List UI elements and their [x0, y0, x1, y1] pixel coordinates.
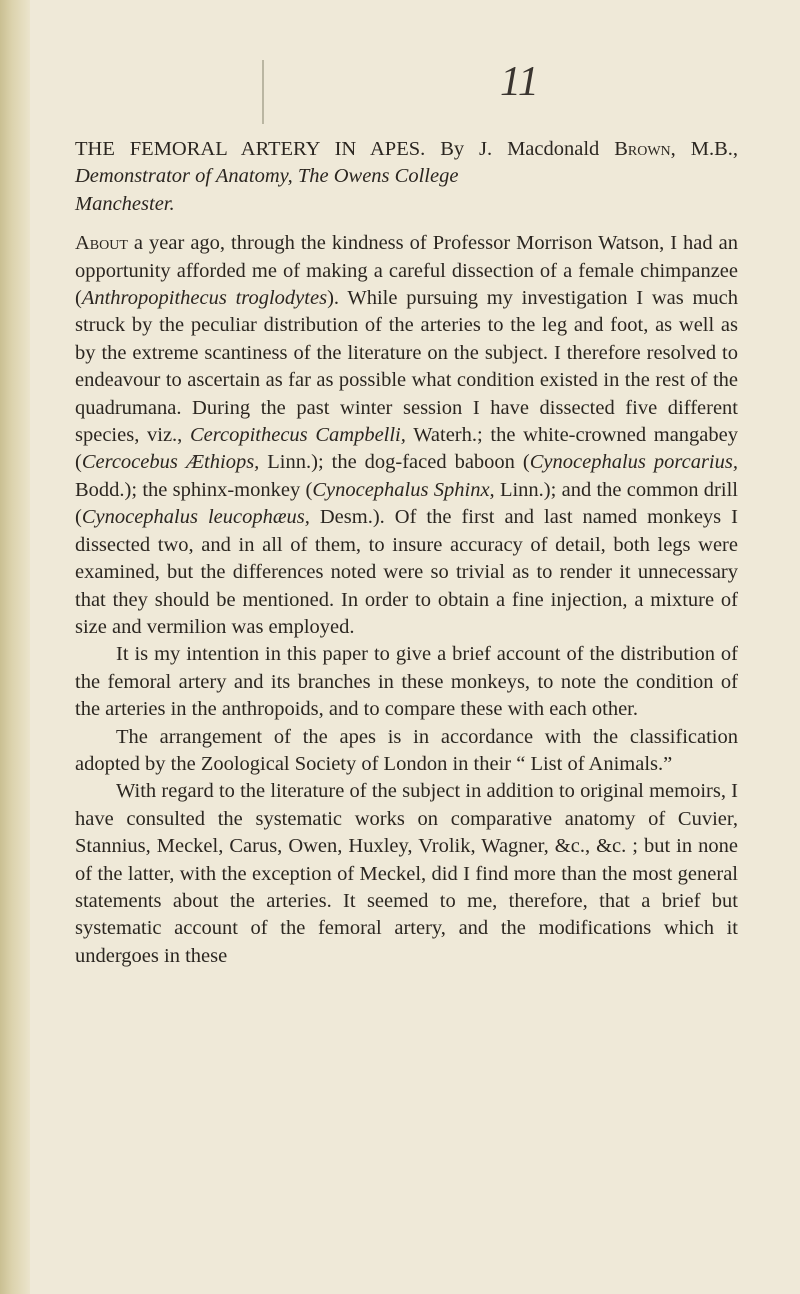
species-name: Cynocephalus leucophæus, [81, 506, 310, 529]
text-segment: Linn.); the dog-faced baboon ( [259, 451, 530, 474]
paragraph-4: With regard to the literature of the subject in addition to original memoirs, I have consulted the systematic works on comparative anatomy of Cuvier, Stannius, Meckel, Carus, Owen, Huxley, Vrolik, Wagner, &c., &c. ; but in none of the latter, with the exception of Meckel, did I find more than the most general statements about the arteries. It seemed to me, therefore, that a brief but systematic account of the femoral artery, and the modifications which it undergoes in these [75, 780, 738, 967]
author-role: Demonstrator of Anatomy, The Owens College [75, 165, 459, 188]
paragraph-1 [75, 230, 738, 641]
article-title: THE FEMORAL ARTERY IN APES. [75, 138, 441, 160]
species-name: Cercocebus Æthiops, [81, 451, 260, 474]
species-name: Cynocephalus Sphinx, [312, 478, 495, 501]
paragraph-lead: About [75, 232, 128, 255]
article-header [75, 136, 738, 218]
page-mark: 11 [500, 59, 539, 105]
species-name: Cynocephalus porcarius, [529, 451, 738, 474]
text-segment: Desm.). Of the first and last named monkeys I dissected two, and in all of them, to insure accuracy of detail, both legs were examined, but the differences noted were so trivial as to render it unnecessary that they should be mentioned. In order to obtain a fine injection, a mixture of size and vermilion was employed. [75, 506, 738, 638]
species-name: Anthropopithecus troglodytes [81, 287, 328, 310]
author-name: Brown, M.B., [614, 138, 738, 160]
text-segment: Bodd.); the sphinx-monkey ( [75, 478, 313, 501]
article-body [75, 136, 738, 970]
library-stamp [262, 60, 280, 124]
paragraph-2: It is my intention in this paper to give a brief account of the distribution of the femoral artery and its branches in these monkeys, to note the condition of the arteries in the anthropoids, and to compare these with each other. [75, 643, 738, 721]
species-name: Cercopithecus Campbelli, [190, 424, 406, 447]
author-place: Manchester. [75, 192, 175, 215]
text-segment: a year ago, through the kindness of Professor Morrison Watson, I had an opportunity afforded me of making a careful dissection of a female chimpanzee ( [75, 232, 738, 310]
text-segment: ). While pursuing my investigation I was much struck by the peculiar distribution of the arteries to the leg and foot, as well as by the extreme scantiness of the literature on the subject. I therefore resolved to endeavour to ascertain as far as possible what condition existed in the rest of the quadrumana. During the past winter session I have dissected five different species, viz., [75, 287, 739, 447]
text-segment: Waterh.; the white-crowned mangabey ( [75, 424, 738, 474]
text-segment: Linn.); and the common drill ( [75, 478, 738, 529]
paragraph-3: The arrangement of the apes is in accordance with the classification adopted by the Zoological Society of London in their “ List of Animals.” [75, 725, 738, 775]
byline: By J. Macdonald [440, 138, 615, 160]
